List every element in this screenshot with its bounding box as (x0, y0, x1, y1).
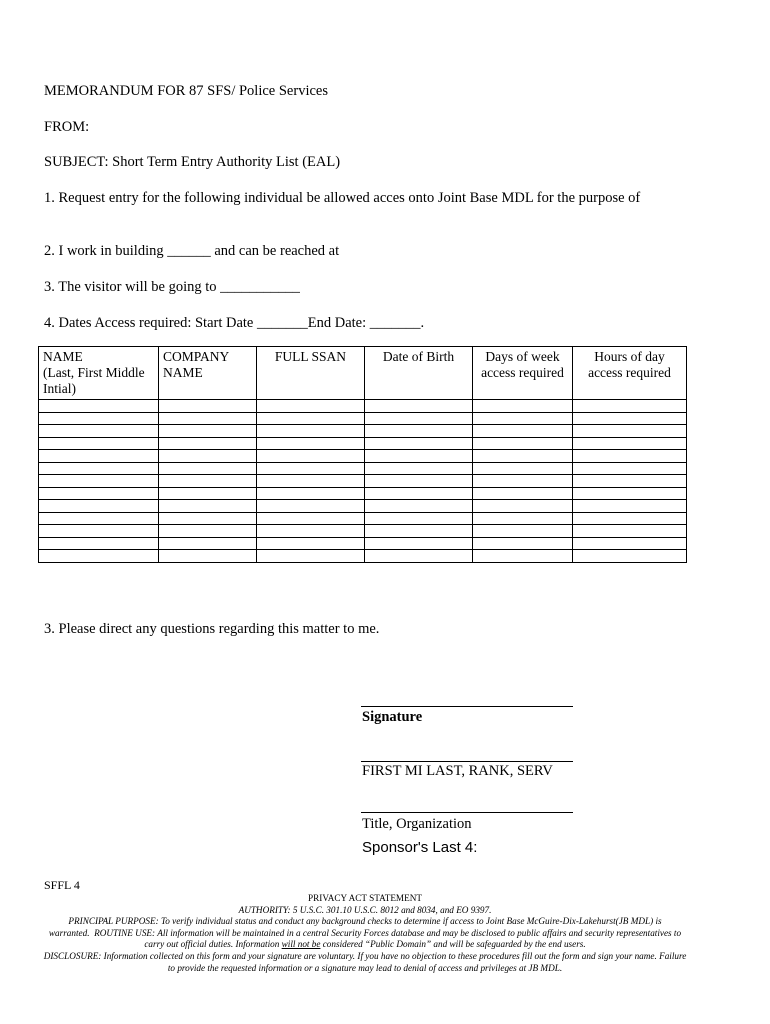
table-cell[interactable] (473, 512, 573, 525)
table-cell[interactable] (473, 450, 573, 463)
table-row (39, 412, 687, 425)
table-cell[interactable] (159, 512, 257, 525)
table-cell[interactable] (573, 462, 687, 475)
table-cell[interactable] (365, 537, 473, 550)
table-cell[interactable] (159, 550, 257, 563)
header-name: NAME (Last, First Middle Intial) (39, 347, 159, 400)
signature-line (361, 706, 573, 707)
table-cell[interactable] (473, 475, 573, 488)
paragraph-1: 1. Request entry for the following individual be allowed acces onto Joint Base MDL for the purpose of (44, 190, 641, 206)
signature-label: Signature (362, 709, 423, 725)
table-cell[interactable] (39, 400, 159, 413)
memo-header: MEMORANDUM FOR 87 SFS/ Police Services (44, 83, 328, 99)
table-cell[interactable] (257, 512, 365, 525)
table-cell[interactable] (39, 550, 159, 563)
table-cell[interactable] (159, 450, 257, 463)
table-cell[interactable] (257, 475, 365, 488)
header-ssan: FULL SSAN (257, 347, 365, 400)
header-days: Days of week access required (473, 347, 573, 400)
table-cell[interactable] (473, 500, 573, 513)
table-cell[interactable] (473, 412, 573, 425)
paragraph-questions: 3. Please direct any questions regarding this matter to me. (44, 621, 380, 637)
table-cell[interactable] (573, 475, 687, 488)
table-cell[interactable] (365, 500, 473, 513)
table-cell[interactable] (159, 487, 257, 500)
table-row (39, 425, 687, 438)
table-cell[interactable] (365, 512, 473, 525)
privacy-disclosure: DISCLOSURE: Information collected on this form and your signature are voluntary. If you have no objection to these procedures fill out the form and sign your name. Failure to provide the requested information or a signature may lead to denial of access and privileges at JB MDL. (43, 950, 687, 973)
table-cell[interactable] (257, 525, 365, 538)
routine-use-end-text: considered “Public Domain” and will be safeguarded by the end users. (322, 939, 586, 950)
table-cell[interactable] (473, 525, 573, 538)
table-cell[interactable] (257, 550, 365, 563)
table-row (39, 525, 687, 538)
table-cell[interactable] (39, 450, 159, 463)
table-cell[interactable] (257, 437, 365, 450)
table-cell[interactable] (159, 537, 257, 550)
table-cell[interactable] (159, 425, 257, 438)
table-cell[interactable] (365, 400, 473, 413)
table-cell[interactable] (365, 462, 473, 475)
table-cell[interactable] (473, 550, 573, 563)
table-cell[interactable] (39, 437, 159, 450)
table-cell[interactable] (573, 550, 687, 563)
paragraph-2: 2. I work in building ______ and can be reached at (44, 243, 340, 259)
table-cell[interactable] (365, 425, 473, 438)
privacy-act-statement (40, 893, 690, 974)
table-cell[interactable] (365, 487, 473, 500)
name-line (361, 761, 573, 762)
table-cell[interactable] (159, 462, 257, 475)
privacy-title: PRIVACY ACT STATEMENT (308, 893, 422, 903)
table-cell[interactable] (473, 437, 573, 450)
table-cell[interactable] (365, 450, 473, 463)
table-cell[interactable] (159, 400, 257, 413)
table-row (39, 487, 687, 500)
table-cell[interactable] (257, 400, 365, 413)
table-cell[interactable] (573, 400, 687, 413)
table-row (39, 475, 687, 488)
table-cell[interactable] (573, 437, 687, 450)
table-cell[interactable] (257, 412, 365, 425)
table-cell[interactable] (39, 412, 159, 425)
header-dob: Date of Birth (365, 347, 473, 400)
table-cell[interactable] (159, 525, 257, 538)
table-cell[interactable] (159, 437, 257, 450)
paragraph-4: 4. Dates Access required: Start Date _______End Date: _______. (44, 315, 425, 331)
table-row (39, 537, 687, 550)
header-hours: Hours of day access required (573, 347, 687, 400)
header-company: COMPANY NAME (159, 347, 257, 400)
table-cell[interactable] (365, 412, 473, 425)
table-cell[interactable] (159, 412, 257, 425)
title-organization-label: Title, Organization (362, 816, 472, 832)
table-cell[interactable] (39, 462, 159, 475)
subject-line: SUBJECT: Short Term Entry Authority List (EAL) (44, 154, 341, 170)
table-cell[interactable] (39, 525, 159, 538)
routine-use-text: ROUTINE USE: All information will be maintained in a central Security Forces database and may be disclosed to public affairs and security representatives to carry out official duties. Information (94, 927, 682, 950)
table-cell[interactable] (573, 425, 687, 438)
table-row (39, 512, 687, 525)
table-cell[interactable] (257, 425, 365, 438)
will-not-be-text: will not be (281, 939, 321, 950)
table-cell[interactable] (473, 462, 573, 475)
table-row (39, 450, 687, 463)
table-cell[interactable] (573, 500, 687, 513)
table-cell[interactable] (39, 487, 159, 500)
paragraph-3: 3. The visitor will be going to ___________ (44, 279, 300, 295)
table-row (39, 437, 687, 450)
name-rank-label: FIRST MI LAST, RANK, SERV (362, 763, 553, 779)
privacy-purpose-routine (40, 916, 690, 951)
table-cell[interactable] (257, 537, 365, 550)
table-cell[interactable] (159, 475, 257, 488)
from-line: FROM: (44, 119, 90, 135)
table-cell[interactable] (159, 500, 257, 513)
table-cell[interactable] (39, 500, 159, 513)
table-cell[interactable] (365, 475, 473, 488)
form-id: SFFL 4 (44, 878, 80, 892)
table-row (39, 500, 687, 513)
table-cell[interactable] (365, 525, 473, 538)
table-cell[interactable] (39, 537, 159, 550)
table-cell[interactable] (473, 537, 573, 550)
table-row (39, 462, 687, 475)
table-cell[interactable] (365, 550, 473, 563)
eal-table (38, 346, 687, 563)
table-body (39, 400, 687, 563)
table-cell[interactable] (39, 425, 159, 438)
table-cell[interactable] (257, 500, 365, 513)
table-cell[interactable] (573, 450, 687, 463)
table-header-row (39, 347, 687, 400)
table-cell[interactable] (257, 487, 365, 500)
table-cell[interactable] (473, 425, 573, 438)
table-cell[interactable] (257, 462, 365, 475)
principal-purpose-text: PRINCIPAL PURPOSE: To verify individual status and conduct any background checks to determine if access to Joint Base McGuire-Dix-Lakehurst(JB MDL) is warranted. (48, 916, 662, 938)
table-cell[interactable] (573, 525, 687, 538)
table-cell[interactable] (573, 487, 687, 500)
table-row (39, 550, 687, 563)
table-cell[interactable] (257, 450, 365, 463)
table-cell[interactable] (573, 412, 687, 425)
table-cell[interactable] (365, 437, 473, 450)
table-cell[interactable] (39, 512, 159, 525)
sponsor-last4-label: Sponsor's Last 4: (362, 839, 478, 856)
table-cell[interactable] (473, 400, 573, 413)
table-cell[interactable] (39, 475, 159, 488)
table-cell[interactable] (573, 512, 687, 525)
table-cell[interactable] (573, 537, 687, 550)
table-row (39, 400, 687, 413)
table-cell[interactable] (473, 487, 573, 500)
privacy-authority: AUTHORITY: 5 U.S.C. 301.10 U.S.C. 8012 and 8034, and EO 9397. (238, 904, 492, 915)
title-line (361, 812, 573, 813)
